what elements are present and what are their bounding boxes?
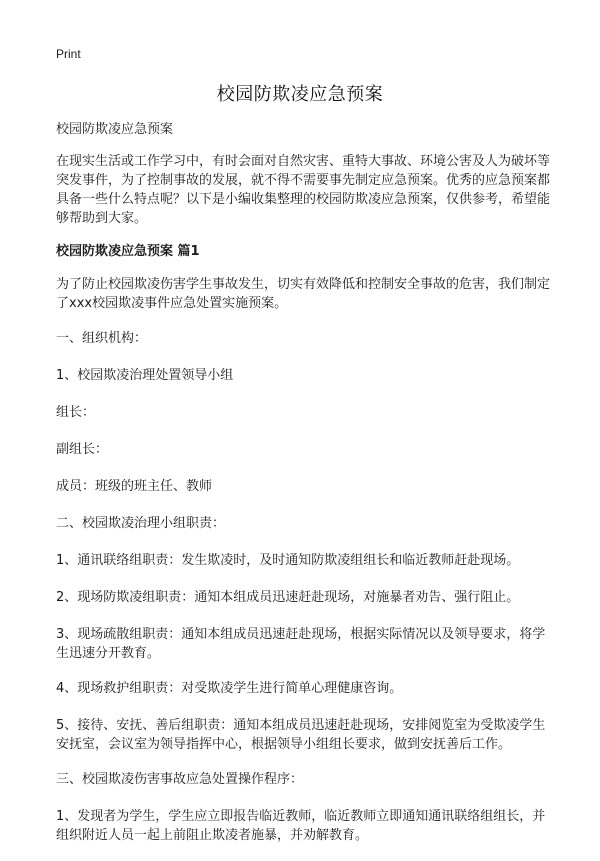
leadership-group: 1、校园欺凌治理处置领导小组 [56,368,234,383]
duty-communication: 1、通讯联络组职责：发生欺凌时，及时通知防欺凌组组长和临近教师赶赴现场。 [56,553,520,568]
members: 成员：班级的班主任、教师 [56,479,213,494]
document-body [56,120,556,861]
print-link[interactable]: Print [56,47,81,61]
duty-rescue: 4、现场救护组职责：对受欺凌学生进行简单心理健康咨询。 [56,681,403,696]
duty-on-site-prevention: 2、现场防欺凌组职责：通知本组成员迅速赶赴现场，对施暴者劝告、强行阻止。 [56,590,520,605]
group-leader: 组长： [56,405,96,420]
duties-heading: 二、校园欺凌治理小组职责： [56,516,226,531]
deputy-leader: 副组长： [56,442,109,457]
duty-evacuation: 3、现场疏散组职责：通知本组成员迅速赶赴现场，根据实际情况以及领导要求，将学生迅速分开教育。 [56,627,546,661]
purpose-paragraph: 为了防止校园欺凌伤害学生事故发生，切实有效降低和控制安全事故的危害，我们制定了xxx校园欺凌事件应急处置实施预案。 [56,277,551,311]
procedure-step-1: 1、发现者为学生，学生应立即报告临近教师，临近教师立即通知通讯联络组组长，并组织附近人员一起上前阻止欺凌者施暴，并劝解教育。 [56,809,546,843]
section-heading: 校园防欺凌应急预案 篇1 [56,244,200,259]
org-structure-heading: 一、组织机构： [56,331,148,346]
duty-reception: 5、接待、安抚、善后组职责：通知本组成员迅速赶赴现场，安排阅览室为受欺凌学生安抚室，会议室为领导指挥中心，根据领导小组组长要求，做到安抚善后工作。 [56,718,546,752]
intro-paragraph: 在现实生活或工作学习中，有时会面对自然灾害、重特大事故、环境公害及人为破坏等突发事件，为了控制事故的发展，就不得不需要事先制定应急预案。优秀的应急预案都具备一些什么特点呢？以下是小编收集整理的校园防欺凌应急预案，仅供参考，希望能够帮助到大家。 [56,154,551,226]
page-title: 校园防欺凌应急预案 [216,84,384,105]
procedure-heading: 三、校园欺凌伤害事故应急处置操作程序： [56,772,304,787]
document-subtitle: 校园防欺凌应急预案 [56,122,174,137]
